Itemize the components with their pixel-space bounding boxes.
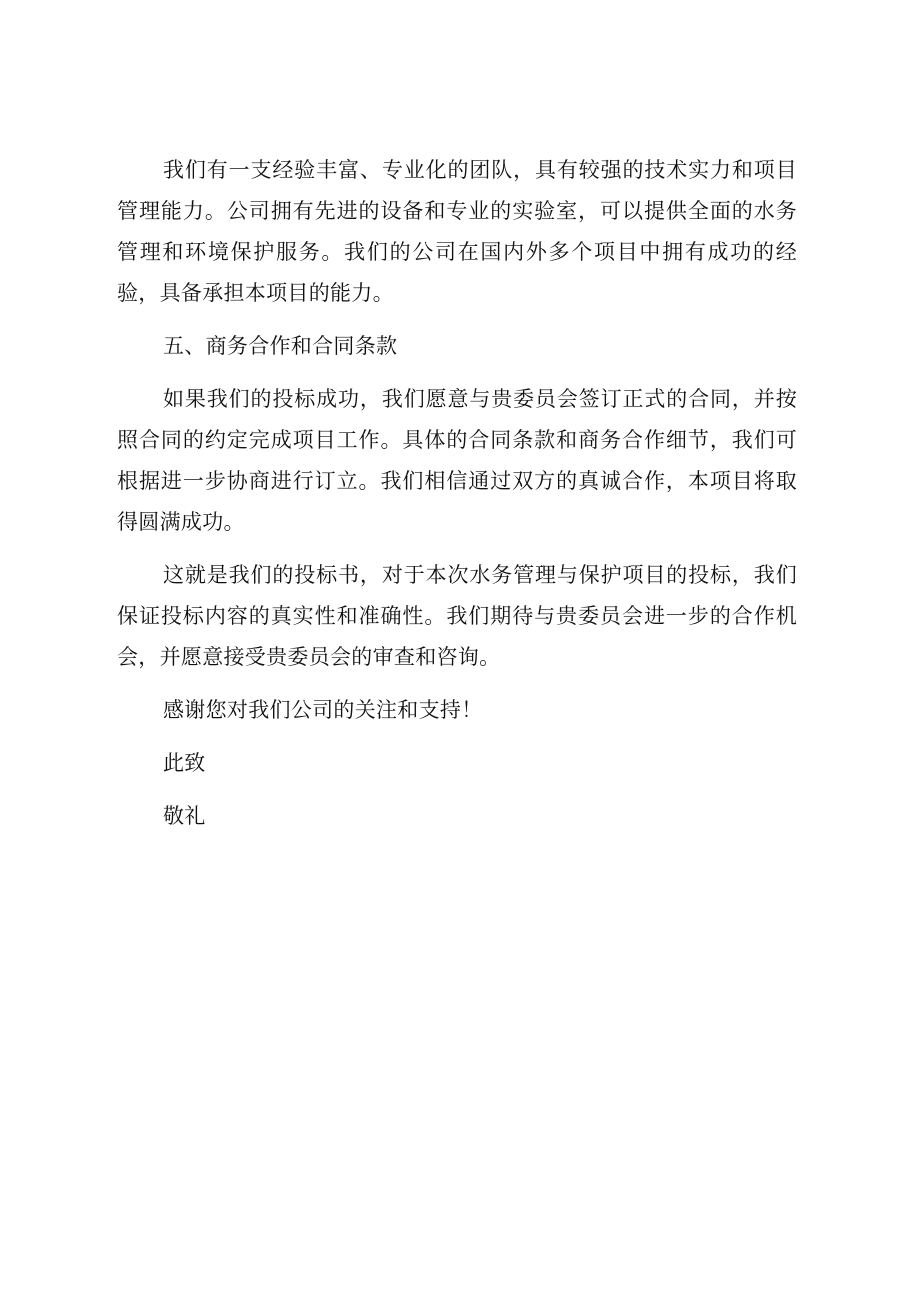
section-heading-business-cooperation: 五、商务合作和合同条款 xyxy=(163,334,398,358)
document-body xyxy=(117,150,797,837)
paragraph-bid-guarantee: 这就是我们的投标书，对于本次水务管理与保护项目的投标，我们保证投标内容的真实性和准确性。我们期待与贵委员会进一步的合作机会，并愿意接受贵委员会的审查和咨询。 xyxy=(117,563,797,669)
paragraph-team-capability: 我们有一支经验丰富、专业化的团队，具有较强的技术实力和项目管理能力。公司拥有先进的设备和专业的实验室，可以提供全面的水务管理和环境保护服务。我们的公司在国内外多个项目中拥有成功的经验，具备承担本项目的能力。 xyxy=(117,158,797,305)
paragraph-contract-terms: 如果我们的投标成功，我们愿意与贵委员会签订正式的合同，并按照合同的约定完成项目工作。具体的合同条款和商务合作细节，我们可根据进一步协商进行订立。我们相信通过双方的真诚合作，本项目将取得圆满成功。 xyxy=(117,387,797,534)
paragraph-thanks: 感谢您对我们公司的关注和支持！ xyxy=(163,698,483,722)
closing-salutation: 此致 xyxy=(163,751,206,775)
closing-regards: 敬礼 xyxy=(163,804,206,828)
